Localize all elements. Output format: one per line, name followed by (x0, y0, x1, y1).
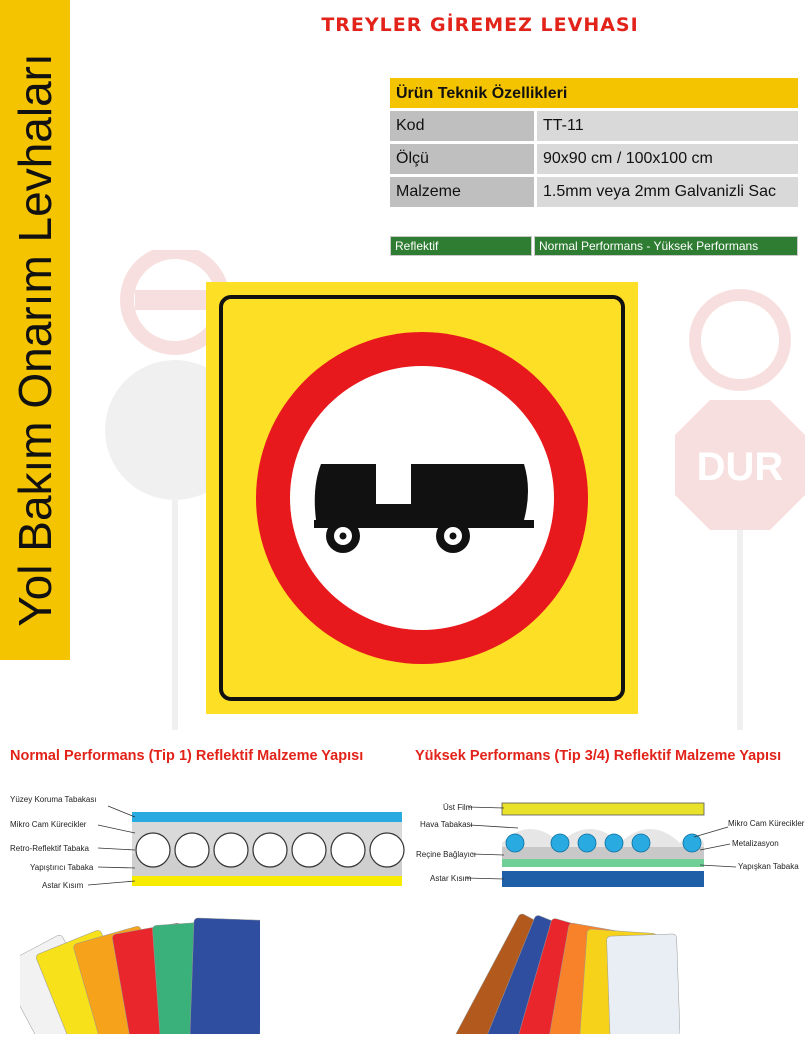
high-performance-title: Yüksek Performans (Tip 3/4) Reflektif Malzeme Yapısı (415, 748, 782, 764)
label-high-liner: Astar Kısım (430, 874, 472, 883)
table-row (390, 143, 798, 176)
page-title: TREYLER GİREMEZ LEVHASI (321, 14, 639, 36)
normal-swatches-image (20, 905, 260, 1034)
spec-table-header: Ürün Teknik Özellikleri (390, 78, 798, 110)
label-top-film: Üst Film (443, 803, 473, 812)
label-high-beads: Mikro Cam Kürecikler (728, 819, 805, 828)
label-metal: Metalizasyon (732, 839, 779, 848)
spec-key: Malzeme (390, 176, 536, 208)
high-swatches-image (440, 905, 680, 1034)
reflektif-value: Normal Performans - Yüksek Performans (534, 236, 798, 256)
spec-table (390, 78, 798, 207)
spec-value: 1.5mm veya 2mm Galvanizli Sac (536, 176, 799, 208)
sidebar-title: Yol Bakım Onarım Levhaları (9, 53, 61, 627)
swatch-strip (188, 918, 260, 1034)
ghost-stop-text: DUR (696, 445, 784, 489)
label-surface: Yüzey Koruma Tabakası (10, 795, 97, 804)
swatch-strip (607, 934, 680, 1034)
high-structure-diagram (410, 795, 810, 895)
spec-key: Ölçü (390, 143, 536, 176)
ghost-circle-sign (695, 295, 785, 385)
table-row (390, 176, 798, 208)
label-retro: Retro-Reflektif Tabaka (10, 844, 89, 853)
table-row (390, 110, 798, 143)
reflektif-key: Reflektif (390, 236, 532, 256)
label-liner: Astar Kısım (42, 881, 84, 890)
spec-value: 90x90 cm / 100x100 cm (536, 143, 799, 176)
no-trailer-sign (206, 282, 638, 714)
label-high-adhesive: Yapışkan Tabaka (738, 862, 799, 871)
normal-structure-diagram (0, 790, 410, 890)
label-resin: Reçine Bağlayıcı (416, 850, 477, 859)
normal-performance-title: Normal Performans (Tip 1) Reflektif Malzeme Yapısı (10, 748, 364, 764)
spec-value: TT-11 (536, 110, 799, 143)
spec-key: Kod (390, 110, 536, 143)
sidebar-banner (0, 0, 70, 660)
label-air: Hava Tabakası (420, 820, 473, 829)
label-adhesive: Yapıştırıcı Tabaka (30, 863, 94, 872)
label-beads: Mikro Cam Kürecikler (10, 820, 87, 829)
